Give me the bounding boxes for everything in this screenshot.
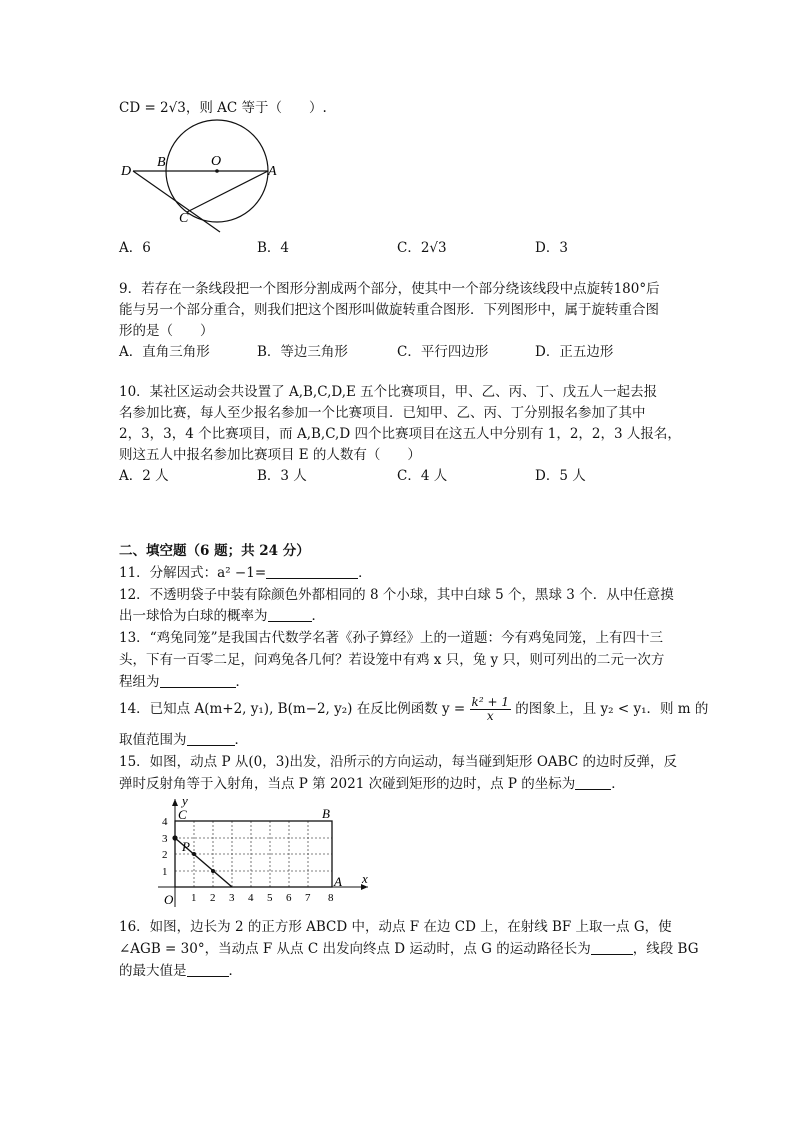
q9-option-b: B．等边三角形 — [257, 344, 348, 360]
section2-heading: 二、填空题（6 题；共 24 分） — [119, 543, 310, 559]
q11-tail: ． — [358, 565, 372, 581]
q12-answer-blank[interactable] — [268, 607, 312, 622]
q14-frac-den: x — [486, 709, 494, 723]
q15-label-y: y — [182, 793, 188, 808]
q15-xtick-2: 2 — [210, 892, 216, 904]
q10-line-2: 名参加比赛，每人至少报名参加一个比赛项目．已知甲、乙、丙、丁分别报名参加了其中 — [119, 405, 646, 421]
q15-text: 弹时反射角等于入射角，当点 P 第 2021 次碰到矩形的边时，点 P 的坐标为 — [119, 776, 576, 792]
q15-ytick-2: 2 — [162, 849, 168, 861]
q16-answer-blank-1[interactable] — [591, 940, 633, 955]
q10-option-b: B．3 人 — [257, 468, 307, 484]
q16-mid: ，线段 BG — [632, 941, 699, 957]
q14-tail: ． — [234, 732, 248, 748]
q8-option-b: B．4 — [257, 240, 290, 256]
q13-tail: ． — [235, 674, 249, 690]
q15-xtick-7: 7 — [305, 892, 311, 904]
q13-text: 程组为 — [119, 674, 160, 690]
q9-line-1: 9．若存在一条线段把一个图形分割成两个部分，使其中一个部分绕该线段中点旋转180°后 — [119, 281, 660, 297]
q15-label-O: O — [164, 892, 174, 907]
q14-text: 取值范围为 — [119, 732, 187, 748]
q13-line-1: 13．“鸡兔同笼”是我国古代数学名著《孙子算经》上的一道题：今有鸡兔同笼，上有四十三 — [119, 630, 663, 646]
q10-line-3: 2，3，3，4 个比赛项目，而 A,B,C,D 四个比赛项目在这五人中分别有 1，2，2，3 人报名， — [119, 426, 681, 442]
q8-label-O: O — [211, 154, 222, 169]
q9-line-2: 能与另一个部分重合，则我们把这个图形叫做旋转重合图形．下列图形中，属于旋转重合图 — [119, 302, 659, 318]
q16-answer-blank-2[interactable] — [187, 962, 229, 977]
q8-option-a: A．6 — [119, 240, 151, 256]
q12-line-1: 12．不透明袋子中装有除颜色外都相同的 8 个小球，其中白球 5 个，黑球 3 个．从中任意摸 — [119, 587, 674, 603]
q8-label-D: D — [121, 164, 132, 179]
q12-tail: ． — [311, 608, 325, 624]
q9-option-d: D．正五边形 — [535, 344, 614, 360]
q16-tail: ． — [228, 963, 242, 979]
q15-rectangle-graph — [150, 795, 380, 913]
q16-line-2 — [119, 939, 698, 959]
q13-line-2: 头，下有一百零二足，问鸡兔各几何？若设笼中有鸡 x 只，兔 y 只，则可列出的二元一次方 — [119, 652, 665, 668]
q15-xtick-8: 8 — [328, 892, 334, 904]
q11-line — [119, 563, 372, 583]
q15-label-B: B — [322, 806, 330, 821]
q16-text: ∠AGB = 30°，当动点 F 从点 C 出发向终点 D 运动时，点 G 的运动路径长为 — [119, 941, 591, 957]
q15-label-A: A — [334, 874, 342, 889]
q9-line-3: 形的是（ ） — [119, 323, 214, 339]
q10-line-1: 10．某社区运动会共设置了 A,B,C,D,E 五个比赛项目，甲、乙、丙、丁、戊五人一起去报 — [119, 384, 658, 400]
q8-option-c: C．2√3 — [397, 240, 447, 256]
q8-label-B: B — [157, 155, 166, 170]
q10-line-4: 则这五人中报名参加比赛项目 E 的人数有（ ） — [119, 447, 421, 463]
q12-text: 出一球恰为白球的概率为 — [119, 608, 268, 624]
q14-line-1 — [119, 695, 708, 723]
q16-line-3 — [119, 961, 242, 981]
q14-fraction — [470, 696, 511, 723]
q15-xtick-1: 1 — [191, 892, 197, 904]
q15-line-2 — [119, 774, 625, 794]
q15-line-1: 15．如图，动点 P 从(0，3)出发，沿所示的方向运动，每当碰到矩形 OABC 的边时反弹，反 — [119, 754, 677, 770]
q10-option-a: A．2 人 — [119, 468, 169, 484]
q10-option-d: D．5 人 — [535, 468, 586, 484]
q14-line-2 — [119, 730, 248, 750]
q15-xtick-5: 5 — [267, 892, 273, 904]
q10-option-c: C．4 人 — [397, 468, 448, 484]
q9-option-c: C．平行四边形 — [397, 344, 489, 360]
q14-frac-num: k² + 1 — [471, 695, 509, 709]
q15-xtick-6: 6 — [286, 892, 292, 904]
q15-label-x: x — [362, 871, 368, 886]
q14-answer-blank[interactable] — [187, 731, 235, 746]
q8-option-d: D．3 — [535, 240, 568, 256]
q9-option-a: A．直角三角形 — [119, 344, 210, 360]
q12-line-2 — [119, 606, 325, 626]
q16-text-3: 的最大值是 — [119, 963, 187, 979]
q15-tail: ． — [611, 776, 625, 792]
q8-circle-figure — [115, 125, 277, 235]
q15-ytick-3: 3 — [162, 833, 168, 845]
q15-xtick-3: 3 — [229, 892, 235, 904]
q8-label-A: A — [268, 164, 277, 179]
q14-part2: 的图象上，且 y₂ < y₁．则 m 的 — [515, 701, 709, 717]
q15-xtick-4: 4 — [248, 892, 254, 904]
q15-label-P: P — [182, 839, 190, 854]
q15-label-C: C — [178, 807, 187, 822]
q8-stem-tail: CD = 2√3，则 AC 等于（ ）. — [119, 100, 327, 116]
q13-line-3 — [119, 672, 249, 692]
q14-part1: 14．已知点 A(m+2, y₁), B(m−2, y₂) 在反比例函数 y = — [119, 701, 466, 717]
q8-label-C: C — [179, 211, 189, 226]
q11-text: 11．分解因式：a² −1= — [119, 565, 267, 581]
q11-answer-blank[interactable] — [266, 564, 358, 579]
q13-answer-blank[interactable] — [160, 673, 236, 688]
q15-ytick-1: 1 — [162, 866, 168, 878]
q16-line-1: 16．如图，边长为 2 的正方形 ABCD 中，动点 F 在边 CD 上，在射线 BF 上取一点 G，使 — [119, 919, 672, 935]
q15-answer-blank[interactable] — [575, 775, 611, 790]
q15-ytick-4: 4 — [162, 816, 168, 828]
